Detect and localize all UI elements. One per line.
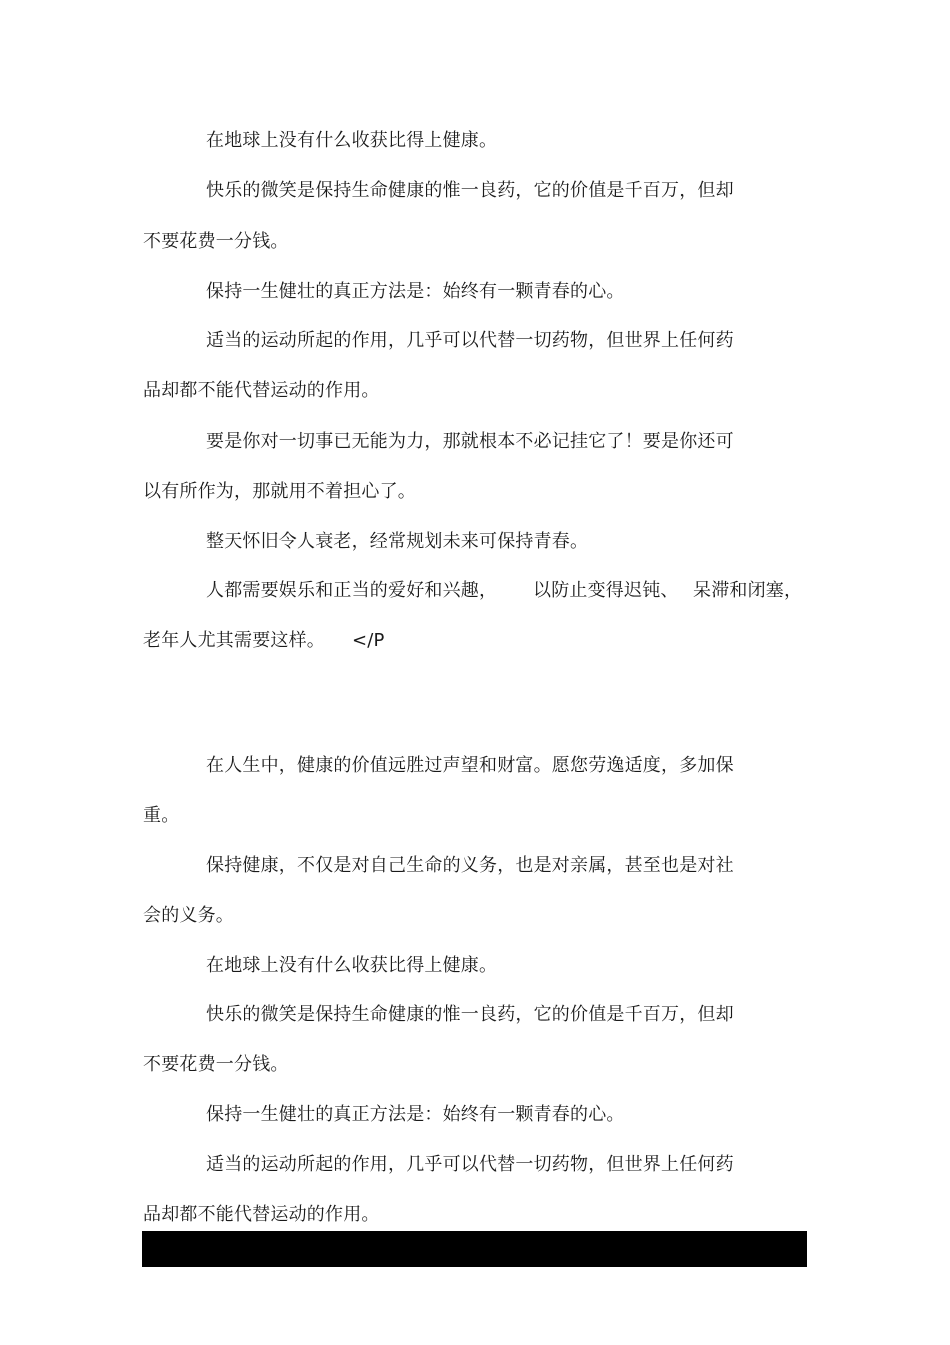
paragraph-line: 不要花费一分钱。 xyxy=(143,231,289,252)
paragraph-line: 以有所作为，那就用不着担心了。 xyxy=(143,481,416,502)
paragraph-line: 要是你对一切事已无能为力，那就根本不必记挂它了！要是你还可 xyxy=(206,431,734,452)
paragraph-line: 会的义务。 xyxy=(143,905,234,926)
paragraph-line: 以防止变得迟钝、 xyxy=(533,580,679,601)
paragraph-line: 在地球上没有什么收获比得上健康。 xyxy=(206,955,498,976)
black-redaction-bar xyxy=(142,1231,807,1267)
paragraph-line: 快乐的微笑是保持生命健康的惟一良药，它的价值是千百万，但却 xyxy=(206,1004,734,1025)
paragraph-line: 人都需要娱乐和正当的爱好和兴趣， xyxy=(206,580,498,601)
paragraph-line: 重。 xyxy=(143,805,180,826)
paragraph-line: 保持一生健壮的真正方法是：始终有一颗青春的心。 xyxy=(206,281,625,302)
paragraph-line: 在人生中，健康的价值远胜过声望和财富。愿您劳逸适度，多加保 xyxy=(206,755,734,776)
paragraph-line: 不要花费一分钱。 xyxy=(143,1054,289,1075)
paragraph-line: 呆滞和闭塞， xyxy=(693,580,803,601)
paragraph-line: 快乐的微笑是保持生命健康的惟一良药，它的价值是千百万，但却 xyxy=(206,180,734,201)
paragraph-line: 保持健康，不仅是对自己生命的义务，也是对亲属，甚至也是对社 xyxy=(206,855,734,876)
paragraph-line: 整天怀旧令人衰老，经常规划未来可保持青春。 xyxy=(206,531,589,552)
paragraph-line: 品却都不能代替运动的作用。 xyxy=(143,1204,380,1225)
paragraph-line: 保持一生健壮的真正方法是：始终有一颗青春的心。 xyxy=(206,1104,625,1125)
paragraph-line: 老年人尤其需要这样。 xyxy=(143,630,325,651)
paragraph-line: 适当的运动所起的作用，几乎可以代替一切药物，但世界上任何药 xyxy=(206,1154,734,1175)
paragraph-line: 适当的运动所起的作用，几乎可以代替一切药物，但世界上任何药 xyxy=(206,330,734,351)
paragraph-line: 品却都不能代替运动的作用。 xyxy=(143,380,380,401)
paragraph-line: 在地球上没有什么收获比得上健康。 xyxy=(206,130,498,151)
stray-tag-text: </P xyxy=(352,630,385,651)
